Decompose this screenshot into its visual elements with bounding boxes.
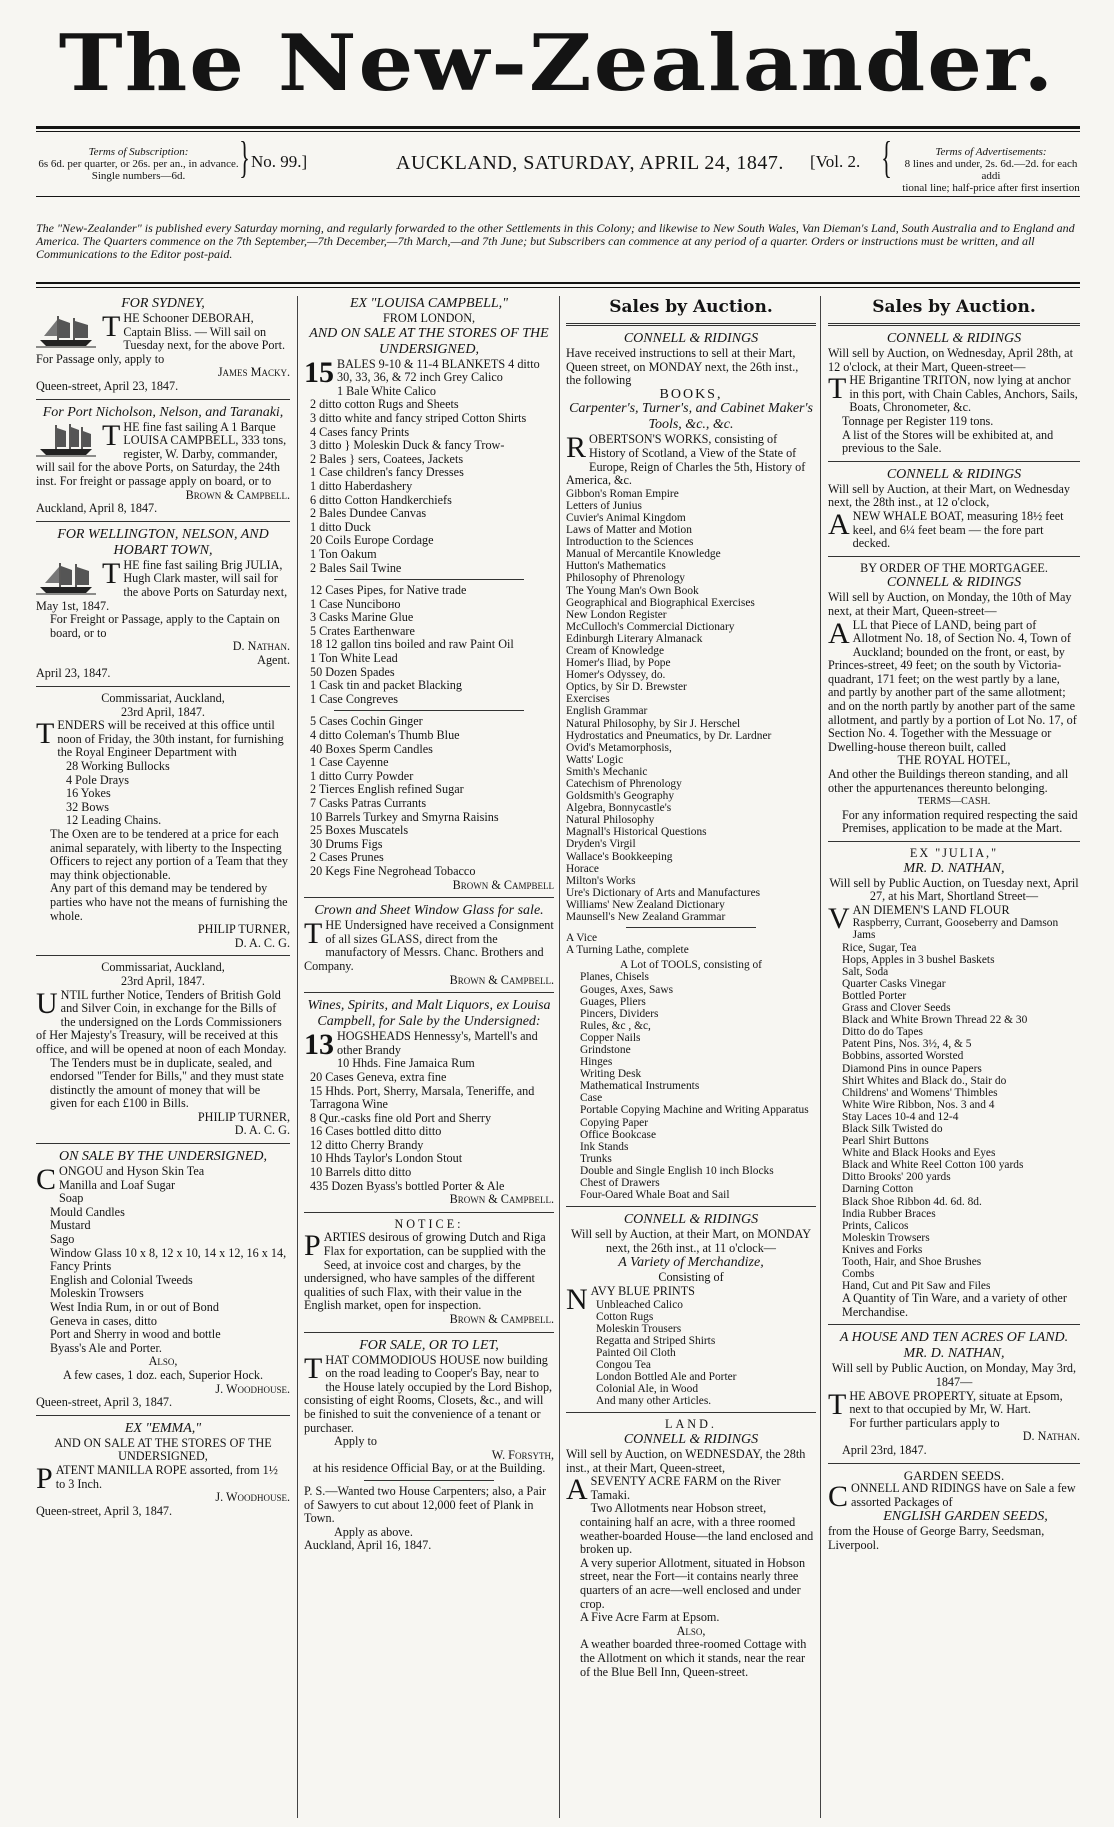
ad-heading: FOR WELLINGTON, NELSON, AND HOBART TOWN,: [57, 526, 269, 558]
drop-numeral: 13: [304, 1028, 334, 1062]
ad-heading: LAND.: [665, 1417, 717, 1432]
ship-icon: [36, 561, 96, 595]
drop-cap: T: [102, 310, 121, 343]
ship-icon: [36, 423, 96, 457]
drop-cap: T: [304, 917, 323, 951]
item-list: 10 Hhds. Fine Jamaica Rum 20 Cases Geneva, extra fine 15 Hhds. Port, Sherry, Marsala, Teneriffe, and Tarragona Wine 8 Qur.-casks fine old Port and Sherry 16 Cases bottled ditto ditto 12 ditto Cherry Brandy 10 Hhds Taylor's London Stout 10 Barrels ditto ditto 435 Dozen Byass's bottled Porter & Ale: [310, 1056, 535, 1193]
ad-for-sale-house: FOR SALE, OR TO LET, THAT COMMODIOUS HOUSE now building on the road leading to Cooper's Bay, near to the House lately occupied by the Lord Bishop, consisting of eight Rooms, Closets, &c., and will be finished to suit the convenience of a tenant or purchaser. Apply to W. Forsyth, at his residence Official Bay, or at the Building. P. S.—Wanted two House Carpenters; also, a Pair of Sawyers to cut about 12,000 feet of Plank in Town. Apply as above. Auckland, April 16, 1847.: [304, 1337, 554, 1553]
drop-cap: T: [828, 372, 847, 406]
column-1: [36, 296, 290, 1818]
masthead-rule-thin: [36, 131, 1080, 132]
ad-louisa-campbell: EX "LOUISA CAMPBELL," FROM LONDON, AND ON SALE AT THE STORES OF THE UNDERSIGNED, 15 BALES 9-10 & 11-4 BLANKETS 4 ditto 30, 33, 36, & 72 inch Grey Calico 1 Bale White Calico 2 ditto cotton Rugs and Sheets 3 ditto white and fancy striped Cotton Shirts 4 Cases fancy Prints 3 ditto } Moleskin Duck & fancy Trow- 2 Bales } sers, Coatees, Jackets 1 Case children's fancy Dresses 1 ditto Haberdashery 6 ditto Cotton Handkerchiefs 2 Bales Dundee Canvas 1 ditto Duck 20 Coils Europe Cordage 1 Ton Oakum 2 Bales Sail Twine 12 Cases Pipes, for Native trade 1 Case Nunciboно 3 Casks Marine Glue 5 Crates Earthenware 18 12 gallon tins boiled and raw Paint Oil 1 Ton White Lead 50 Dozen Spades 1 Cask tin and packet Blacking 1 Case Congreves 5 Cases Cochin Ginger 4 ditto Coleman's Thumb Blue 40 Boxes Sperm Candles 1 Case Cayenne 1 ditto Curry Powder 2 Tierces English refined Sugar 7 Casks Patras Currants 10 Barrels Turkey and Smyrna Raisins 25 Boxes Muscatels 30 Drums Figs 2 Cases Prunes 20 Kegs Fine Negrohead Tobacco Brown & Campbell: [304, 296, 554, 892]
section-heading: Sales by Auction.: [609, 297, 773, 317]
drop-cap: A: [566, 1473, 588, 1507]
place-date: AUCKLAND, SATURDAY, APRIL 24, 1847.: [396, 152, 784, 174]
ad-heading: NOTICE:: [394, 1216, 464, 1231]
ad-commissariat-coin: Commissariat, Auckland, 23rd April, 1847. UNTIL further Notice, Tenders of British Gold and Silver Coin, in exchange for the Bills of the undersigned on the Lords Commissioners of Her Majesty's Treasury, will be received at this office, and will be opened at noon of each Monday. The Tenders must be in duplicate, sealed, and endorsed "Tender for Bills," and they must state distinctly the amount of money that will be given for each £100 in Bills. PHILIP TURNER, D. A. C. G.: [36, 960, 290, 1138]
ad-mortgagee-sale: BY ORDER OF THE MORTGAGEE. CONNELL & RIDINGS Will sell by Auction, on Monday, the 10th of May next, at their Mart, Queen-street— ALL that Piece of LAND, being part of Allotment No. 18, of Section No. 4, Town of Auckland; bounded on the front, or east, by Princes-street, 49 feet; on the south by Victoria-quadrant, 171 feet; on the west partly by a lane, and partly by another part of the same allotment; and on the north partly by another part of the same allotment, and partly by a portion of Lot No. 17, of Section No. 4. Together with the Messuage or Dwelling-house thereon built, called THE ROYAL HOTEL, And other the Buildings thereon standing, and all other the appurtenances thereunto belonging. TERMS—CASH. For any information required respecting the said Premises, application to be made at the Mart.: [828, 562, 1080, 836]
advertisement-terms: Terms of Advertisements: 8 lines and under, 2s. 6d.—2d. for each addi tional line; half-price after first insertion: [902, 146, 1080, 194]
ad-heading: CONNELL & RIDINGS: [886, 331, 1022, 346]
drop-cap: N: [566, 1282, 588, 1316]
ad-land-auction: LAND. CONNELL & RIDINGS Will sell by Auction, on WEDNESDAY, the 28th inst., at their Mart, Queen-street, ASEVENTY ACRE FARM on the River Tamaki. Two Allotments near Hobson street, containing half an acre, with a three roomed weather-boarded House—the land enclosed and broken up. A very superior Allotment, situated in Hobson street, near the Fort—it contains nearly three quarters of an acre—well enclosed and under crop. A Five Acre Farm at Epsom. Also, A weather boarded three-roomed Cottage with the Allotment on which it stands, near the rear of the Blue Bell Inn, Queen-street.: [566, 1418, 816, 1679]
ad-heading: For Port Nicholson, Nelson, and Taranaki,: [42, 404, 284, 420]
columns-top-rule: [36, 282, 1080, 284]
drop-cap: A: [828, 616, 850, 650]
drop-cap: T: [304, 1351, 323, 1385]
drop-cap: T: [102, 418, 121, 452]
column-4: [828, 296, 1080, 1818]
ad-on-sale: ON SALE BY THE UNDERSIGNED, CONGOU and Hyson Skin Tea Manilla and Loaf Sugar Soap Mould Candles Mustard Sago Window Glass 10 x 8, 12 x 10, 14 x 12, 16 x 14, Fancy Prints English and Colonial Tweeds Moleskin Trowsers West India Rum, in or out of Bond Geneva in cases, ditto Port and Sherry in wood and bottle Byass's Ale and Porter. Also, A few cases, 1 doz. each, Superior Hock. J. Woodhouse. Queen-street, April 3, 1847.: [36, 1149, 290, 1410]
item-list: 28 Working Bullocks 4 Pole Drays 16 Yokes 32 Bows 12 Leading Chains.: [66, 759, 170, 828]
columns: [36, 296, 1080, 1818]
ad-merchandize-auction: CONNELL & RIDINGS Will sell by Auction, at their Mart, on MONDAY next, the 26th inst., at 11 o'clock— A Variety of Merchandize, Consisting of NAVY BLUE PRINTS Unbleached Calico Cotton Rugs Moleskin Trousers Regatta and Striped Shirts Painted Oil Cloth Congou Tea London Bottled Ale and Porter Colonial Ale, in Wood And many other Articles.: [566, 1212, 816, 1407]
dateline-rule: [36, 196, 1080, 197]
drop-cap: C: [828, 1480, 849, 1514]
ad-emma: EX "EMMA," AND ON SALE AT THE STORES OF THE UNDERSIGNED, PATENT MANILLA ROPE assorted, from 1½ to 3 Inch. J. Woodhouse. Queen-street, April 3, 1847.: [36, 1420, 290, 1518]
drop-cap: A: [828, 507, 850, 541]
masthead-rule: [36, 126, 1080, 129]
issue-number: No. 99.]: [251, 152, 308, 171]
ad-sydney: FOR SYDNEY, T HE Schooner DEBORAH, Captain Bliss. — Will sail on Tuesday next, for the above Port. For Passage only, apply to James Macky. Queen-street, April 23, 1847.: [36, 296, 290, 393]
ad-heading: ON SALE BY THE UNDERSIGNED,: [58, 1149, 268, 1165]
drop-numeral: 15: [304, 355, 334, 389]
ad-triton-auction: CONNELL & RIDINGS Will sell by Auction, on Wednesday, April 28th, at 12 o'clock, at their Mart, Queen-street— THE Brigantine TRITON, now lying at anchor in this port, with Chain Cables, Anchors, Sails, Boats, Chronometer, &c. Tonnage per Register 119 tons. A list of the Stores will be exhibited at, and previous to the Sale.: [828, 331, 1080, 456]
ad-books-auction: CONNELL & RIDINGS Have received instructions to sell at their Mart, Queen street, on MONDAY next, the 26th inst., the following BOOKS, Carpenter's, Turner's, and Cabinet Maker's Tools, &c., &c. ROBERTSON'S WORKS, consisting of History of Scotland, a View of the State of Europe, Reign of Charles the 5th, History of America, &c. Gibbon's Roman Empire Letters of Junius Cuvier's Animal Kingdom Laws of Matter and Motion Introduction to the Sciences Manual of Mercantile Knowledge Hutton's Mathematics Philosophy of Phrenology The Young Man's Own Book Geographical and Biographical Exercises New London Register McCulloch's Commercial Dictionary Edinburgh Literary Almanack Cream of Knowledge Homer's Iliad, by Pope Homer's Odyssey, do. Optics, by Sir D. Brewster Exercises English Grammar Natural Philosophy, by Sir J. Herschel Hydrostatics and Pneumatics, by Dr. Lardner Ovid's Metamorphosis, Watts' Logic Smith's Mechanic Catechism of Phrenology Goldsmith's Geography Algebra, Bonnycastle's Natural Philosophy Magnall's Historical Questions Dryden's Virgil Wallace's Bookkeeping Horace Milton's Works Ure's Dictionary of Arts and Manufactures Williams' New Zealand Dictionary Maunsell's New Zealand Grammar A Vice A Turning Lathe, complete A Lot of TOOLS, consisting of Planes, Chisels Gouges, Axes, Saws Guages, Pliers Pincers, Dividers Rules, &c , &c, Copper Nails Grindstone Hinges Writing Desk Mathematical Instruments Case Portable Copying Machine and Writing Apparatus Copying Paper Office Bookcase Ink Stands Trunks Double and Single English 10 inch Blocks Chest of Drawers Four-Oared Whale Boat and Sail: [566, 331, 816, 1201]
columns-top-rule-thin: [36, 287, 1080, 288]
subscription-terms: Terms of Subscription: 6s 6d. per quarter, or 26s. per an., in advance. Single numbers—6d.: [38, 146, 239, 182]
column-divider: [559, 296, 560, 1818]
tool-list: A Vice A Turning Lathe, complete A Lot of TOOLS, consisting of Planes, Chisels Gouges, Axes, Saws Guages, Pliers Pincers, Dividers Rules, &c , &c, Copper Nails Grindstone Hinges Writing Desk Mathematical Instruments Case Portable Copying Machine and Writing Apparatus Copying Paper Office Bookcase Ink Stands Trunks Double and Single English 10 inch Blocks Chest of Drawers Four-Oared Whale Boat and Sail: [566, 932, 809, 1202]
ad-heading: A HOUSE AND TEN ACRES OF LAND.: [839, 1330, 1069, 1346]
drop-cap: P: [36, 1461, 53, 1495]
drop-cap: T: [828, 1387, 847, 1421]
item-list: 1 Bale White Calico 2 ditto cotton Rugs and Sheets 3 ditto white and fancy striped Cotton Shirts 4 Cases fancy Prints 3 ditto } Moleskin Duck & fancy Trow- 2 Bales } sers, Coatees, Jackets 1 Case children's fancy Dresses 1 ditto Haberdashery 6 ditto Cotton Handkerchiefs 2 Bales Dundee Canvas 1 ditto Duck 20 Coils Europe Cordage 1 Ton Oakum 2 Bales Sail Twine: [310, 383, 527, 575]
ad-heading: Crown and Sheet Window Glass for sale.: [314, 903, 544, 919]
ad-garden-seeds: GARDEN SEEDS. CONNELL AND RIDINGS have on Sale a few assorted Packages of ENGLISH GARDEN SEEDS, from the House of George Barry, Seedsman, Liverpool.: [828, 1469, 1080, 1553]
ad-heading: FOR SYDNEY,: [121, 296, 205, 311]
drop-cap: T: [36, 717, 55, 751]
ad-heading: CONNELL & RIDINGS: [623, 1212, 759, 1228]
item-list: Manilla and Loaf Sugar Soap Mould Candles Mustard Sago Window Glass 10 x 8, 12 x 10, 14 x 12, 16 x 14, Fancy Prints English and Colonial Tweeds Moleskin Trowsers West India Rum, in or out of Bond Geneva in cases, ditto Port and Sherry in wood and bottle Byass's Ale and Porter.: [50, 1177, 287, 1355]
ad-heading: CONNELL & RIDINGS: [886, 466, 1022, 482]
ad-flax-notice: NOTICE: PARTIES desirous of growing Dutch and Riga Flax for exportation, can be supplied with the Seed, at invoice cost and charges, by the undersigned, who have samples of the different qualities of such Flax, with their value in the English market, open for inspection. Brown & Campbell.: [304, 1216, 554, 1326]
item-list: Unbleached Calico Cotton Rugs Moleskin Trousers Regatta and Striped Shirts Painted Oil Cloth Congou Tea London Bottled Ale and Porter Colonial Ale, in Wood And many other Articles.: [596, 1298, 737, 1408]
ad-julia-auction: EX "JULIA," MR. D. NATHAN, Will sell by Public Auction, on Tuesday next, April 27, at his Mart, Shortland Street— VAN DIEMEN'S LAND FLOUR Raspberry, Currant, Gooseberry and Damson Jams Rice, Sugar, Tea Hops, Apples in 3 bushel Baskets Salt, Soda Quarter Casks Vinegar Bottled Porter Grass and Clover Seeds Black and White Brown Thread 22 & 30 Ditto do do Tapes Patent Pins, Nos. 3½, 4, & 5 Bobbins, assorted Worsted Diamond Pins in ounce Papers Shirt Whites and Black do., Stair do Childrens' and Womens' Thimbles White Wire Ribbon, Nos. 3 and 4 Stay Laces 10-4 and 12-4 Black Silk Twisted do Pearl Shirt Buttons White and Black Hooks and Eyes Black and White Reel Cotton 100 yards Ditto Brooks' 200 yards Darning Cotton Black Shoe Ribbon 4d. 6d. 8d. India Rubber Braces Prints, Calicos Moleskin Trowsers Knives and Forks Tooth, Hair, and Shoe Brushes Combs Hand, Cut and Pit Saw and Files A Quantity of Tin Ware, and a variety of other Merchandise.: [828, 846, 1079, 1319]
masthead-title: The New-Zealander.: [58, 18, 1056, 109]
ad-house-ten-acres: A HOUSE AND TEN ACRES OF LAND. MR. D. NATHAN, Will sell by Public Auction, on Monday, May 3rd, 1847— THE ABOVE PROPERTY, situate at Epsom, next to that occupied by Mr, W. Hart. For further particulars apply to D. Nathan. April 23rd, 1847.: [828, 1330, 1080, 1458]
ship-icon: [36, 314, 96, 348]
ad-wines-spirits: Wines, Spirits, and Malt Liquors, ex Louisa Campbell, for Sale by the Undersigned: 13 HOGSHEADS Hennessy's, Martell's and other Brandy 10 Hhds. Fine Jamaica Rum 20 Cases Geneva, extra fine 15 Hhds. Port, Sherry, Marsala, Teneriffe, and Tarragona Wine 8 Qur.-casks fine old Port and Sherry 16 Cases bottled ditto ditto 12 ditto Cherry Brandy 10 Hhds Taylor's London Stout 10 Barrels ditto ditto 435 Dozen Byass's bottled Porter & Ale Brown & Campbell.: [304, 998, 554, 1207]
brace-right: {: [881, 133, 892, 182]
volume-number: [Vol. 2.: [810, 152, 861, 171]
item-list: 12 Cases Pipes, for Native trade 1 Case Nunciboно 3 Casks Marine Glue 5 Crates Earthenware 18 12 gallon tins boiled and raw Paint Oil 1 Ton White Lead 50 Dozen Spades 1 Cask tin and packet Blacking 1 Case Congreves: [310, 583, 514, 706]
ad-heading: Wines, Spirits, and Malt Liquors, ex Louisa Campbell, for Sale by the Undersigned:: [307, 998, 551, 1030]
ad-port-nicholson: For Port Nicholson, Nelson, and Taranaki, T HE fine fast sailing A 1 Barque LOUISA CAMPBELL, 333 tons, register, W. Darby, commander, will sail for the above Ports, on Saturday, the 24th inst. For freight or passage apply on board, or to Brown & Campbell. Auckland, April 8, 1847.: [36, 404, 290, 516]
column-divider: [297, 296, 298, 1818]
publication-notice: The "New-Zealander" is published every Saturday morning, and regularly forwarded to the other Settlements in this Colony; and likewise to New South Wales, Van Dieman's Land, South Australia and to England and America. The Quarters commence on the 7th September,—7th December,—7th March,—and 7th June; but Subscribers can commence at any period of a quarter. Orders or instructions must be written, and all Communications to the Editor post-paid.: [36, 221, 1075, 261]
ad-heading: CONNELL & RIDINGS: [623, 331, 759, 346]
drop-cap: V: [828, 901, 850, 935]
ad-heading: CONNELL & RIDINGS: [886, 575, 1022, 591]
ad-heading: EX "LOUISA CAMPBELL,": [349, 296, 509, 311]
ad-heading: GARDEN SEEDS.: [903, 1467, 1005, 1483]
ad-heading: EX "EMMA,": [124, 1420, 202, 1436]
drop-cap: P: [304, 1229, 321, 1263]
ad-whale-boat: CONNELL & RIDINGS Will sell by Auction, at their Mart, on Wednesday next, the 28th inst., at 12 o'clock, ANEW WHALE BOAT, measuring 18½ feet keel, and 6¼ feet beam — the fore part decked.: [828, 467, 1080, 551]
ad-window-glass: Crown and Sheet Window Glass for sale. THE Undersigned have received a Consignment of all sizes GLASS, direct from the manufactory of Messrs. Chanc. Brothers and Company. Brown & Campbell.: [304, 903, 554, 987]
ad-heading: FOR SALE, OR TO LET,: [359, 1337, 499, 1353]
column-3: [566, 296, 816, 1818]
drop-cap: T: [102, 556, 121, 590]
ad-commissariat-tenders: Commissariat, Auckland, 23rd April, 1847. TENDERS will be received at this office until noon of Friday, the 30th instant, for furnishing the Royal Engineer Department with 28 Working Bullocks 4 Pole Drays 16 Yokes 32 Bows 12 Leading Chains. The Oxen are to be tendered at a price for each animal separately, with liberty to the Inspecting Officers to reject any portion of a Team that they may think objectionable. Any part of this demand may be tendered by parties who have not the means of furnishing the whole. PHILIP TURNER, D. A. C. G.: [36, 691, 290, 950]
section-heading: Sales by Auction.: [872, 297, 1036, 317]
book-list: Gibbon's Roman Empire Letters of Junius Cuvier's Animal Kingdom Laws of Matter and Motion Introduction to the Sciences Manual of Mercantile Knowledge Hutton's Mathematics Philosophy of Phrenology The Young Man's Own Book Geographical and Biographical Exercises New London Register McCulloch's Commercial Dictionary Edinburgh Literary Almanack Cream of Knowledge Homer's Iliad, by Pope Homer's Odyssey, do. Optics, by Sir D. Brewster Exercises English Grammar Natural Philosophy, by Sir J. Herschel Hydrostatics and Pneumatics, by Dr. Lardner Ovid's Metamorphosis, Watts' Logic Smith's Mechanic Catechism of Phrenology Goldsmith's Geography Algebra, Bonnycastle's Natural Philosophy Magnall's Historical Questions Dryden's Virgil Wallace's Bookkeeping Horace Milton's Works Ure's Dictionary of Arts and Manufactures Williams' New Zealand Dictionary Maunsell's New Zealand Grammar: [566, 487, 772, 924]
ad-wellington: FOR WELLINGTON, NELSON, AND HOBART TOWN, T HE fine fast sailing Brig JULIA, Hugh Clark master, will sail for the above Ports on Saturday next, May 1st, 1847. For Freight or Passage, apply to the Captain on board, or to D. Nathan. Agent. April 23, 1847.: [36, 526, 290, 681]
column-divider: [820, 296, 821, 1818]
item-list: 5 Cases Cochin Ginger 4 ditto Coleman's Thumb Blue 40 Boxes Sperm Candles 1 Case Cayenne 1 ditto Curry Powder 2 Tierces English refined Sugar 7 Casks Patras Currants 10 Barrels Turkey and Smyrna Raisins 25 Boxes Muscatels 30 Drums Figs 2 Cases Prunes 20 Kegs Fine Negrohead Tobacco: [310, 714, 499, 878]
item-list: Raspberry, Currant, Gooseberry and Damson Jams Rice, Sugar, Tea Hops, Apples in 3 bushel Baskets Salt, Soda Quarter Casks Vinegar Bottled Porter Grass and Clover Seeds Black and White Brown Thread 22 & 30 Ditto do do Tapes Patent Pins, Nos. 3½, 4, & 5 Bobbins, assorted Worsted Diamond Pins in ounce Papers Shirt Whites and Black do., Stair do Childrens' and Womens' Thimbles White Wire Ribbon, Nos. 3 and 4 Stay Laces 10-4 and 12-4 Black Silk Twisted do Pearl Shirt Buttons White and Black Hooks and Eyes Black and White Reel Cotton 100 yards Ditto Brooks' 200 yards Darning Cotton Black Shoe Ribbon 4d. 6d. 8d. India Rubber Braces Prints, Calicos Moleskin Trowsers Knives and Forks Tooth, Hair, and Shoe Brushes Combs Hand, Cut and Pit Saw and Files: [842, 917, 1059, 1293]
column-2: [304, 296, 554, 1818]
ad-heading: EX "JULIA,": [909, 846, 999, 860]
dateline: [36, 133, 1080, 194]
drop-cap: C: [36, 1163, 57, 1197]
drop-cap: R: [566, 431, 587, 465]
brace-left: }: [239, 133, 250, 182]
drop-cap: U: [36, 986, 58, 1020]
